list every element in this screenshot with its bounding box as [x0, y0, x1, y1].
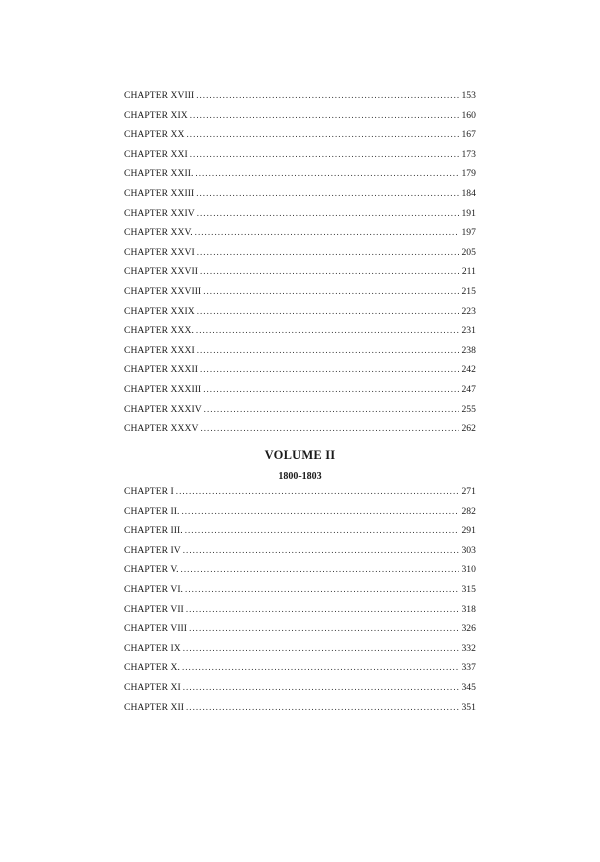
toc-entry-title: CHAPTER XXI — [124, 148, 188, 160]
toc-entry-page: 315 — [461, 583, 476, 595]
toc-entry-title: CHAPTER V. — [124, 564, 179, 576]
toc-entry-title: CHAPTER XXX. — [124, 325, 194, 337]
toc-entry-page: 282 — [461, 505, 476, 517]
toc-entry-title: CHAPTER VIII — [124, 623, 188, 635]
dot-leader — [195, 168, 459, 179]
toc-entry-page: 310 — [461, 564, 476, 576]
dot-leader — [186, 604, 460, 615]
dot-leader — [181, 506, 459, 517]
toc-entry — [124, 604, 476, 624]
toc-entry-page: 351 — [461, 701, 476, 713]
toc-entry-page: 262 — [461, 423, 476, 435]
toc-entry — [124, 662, 476, 682]
dot-leader — [186, 129, 459, 140]
toc-entry-page: 326 — [461, 623, 476, 635]
toc-entry-title: CHAPTER XXVI — [124, 246, 195, 258]
toc-entry-page: 332 — [461, 642, 476, 654]
toc-entry-title: CHAPTER XXXIV — [124, 403, 202, 415]
toc-entry — [124, 506, 476, 526]
toc-entry-title: CHAPTER XXVII — [124, 266, 198, 278]
toc-entry-page: 211 — [461, 266, 476, 278]
toc-entry-title: CHAPTER XIX — [124, 109, 188, 121]
dot-leader — [189, 623, 459, 634]
toc-entry-page: 179 — [461, 168, 476, 180]
toc-entry — [124, 149, 476, 169]
toc-entry-page: 238 — [461, 344, 476, 356]
toc-entry-page: 318 — [461, 603, 476, 615]
dot-leader — [183, 545, 460, 556]
toc-entry-title: CHAPTER VI. — [124, 583, 184, 595]
toc-entry-page: 223 — [461, 305, 476, 317]
dot-leader — [185, 584, 459, 595]
dot-leader — [200, 266, 460, 277]
toc-entry-page: 303 — [461, 544, 476, 556]
dot-leader — [190, 110, 460, 121]
toc-entry — [124, 90, 476, 110]
toc-entry-title: CHAPTER XXVIII — [124, 285, 202, 297]
toc-entry-title: CHAPTER XXII. — [124, 168, 194, 180]
toc-entry-page: 153 — [461, 90, 476, 101]
toc-entry-title: CHAPTER XXXI — [124, 344, 195, 356]
dot-leader — [183, 682, 460, 693]
toc-list-volume-one — [124, 90, 476, 443]
toc-entry — [124, 325, 476, 345]
dot-leader — [190, 149, 460, 160]
toc-entry-title: CHAPTER VII — [124, 603, 184, 615]
toc-entry-page: 255 — [461, 403, 476, 415]
toc-entry — [124, 208, 476, 228]
toc-entry — [124, 404, 476, 424]
toc-entry — [124, 345, 476, 365]
toc-entry — [124, 545, 476, 565]
dot-leader — [203, 286, 459, 297]
dot-leader — [197, 345, 460, 356]
volume-years: 1800-1803 — [278, 471, 322, 482]
toc-entry-page: 247 — [461, 383, 476, 395]
toc-entry-title: CHAPTER XXXV — [124, 423, 199, 435]
toc-entry-page: 167 — [461, 129, 476, 141]
toc-entry-page: 184 — [461, 187, 476, 199]
toc-entry — [124, 266, 476, 286]
toc-entry — [124, 129, 476, 149]
toc-entry-title: CHAPTER III. — [124, 525, 183, 537]
toc-entry-page: 173 — [461, 148, 476, 160]
toc-entry — [124, 682, 476, 702]
toc-entry — [124, 286, 476, 306]
toc-entry-title: CHAPTER II. — [124, 505, 180, 517]
toc-entry — [124, 384, 476, 404]
dot-leader — [197, 306, 460, 317]
toc-entry — [124, 643, 476, 663]
toc-entry — [124, 364, 476, 384]
dot-leader — [195, 227, 460, 238]
toc-entry-title: CHAPTER XXXIII — [124, 383, 202, 395]
dot-leader — [200, 423, 459, 434]
toc-entry-page: 197 — [461, 227, 476, 239]
toc-entry-title: CHAPTER I — [124, 486, 174, 497]
dot-leader — [204, 404, 460, 415]
volume-title: VOLUME II — [264, 448, 336, 462]
toc-entry — [124, 486, 476, 506]
toc-entry — [124, 564, 476, 584]
dot-leader — [203, 384, 459, 395]
toc-entry-title: CHAPTER IX — [124, 642, 181, 654]
dot-leader — [196, 90, 459, 101]
toc-entry — [124, 188, 476, 208]
dot-leader — [196, 325, 460, 336]
toc-entry-title: CHAPTER XXV. — [124, 227, 193, 239]
toc-entry-title: CHAPTER IV — [124, 544, 181, 556]
dot-leader — [182, 662, 460, 673]
dot-leader — [186, 702, 459, 713]
toc-entry — [124, 702, 476, 722]
toc-entry-page: 160 — [461, 109, 476, 121]
toc-entry-page: 291 — [461, 525, 476, 537]
dot-leader — [183, 643, 460, 654]
dot-leader — [185, 525, 460, 536]
toc-entry-title: CHAPTER XX — [124, 129, 185, 141]
toc-entry-page: 337 — [461, 662, 476, 674]
toc-entry-page: 271 — [461, 486, 476, 497]
dot-leader — [200, 364, 460, 375]
toc-entry-title: CHAPTER XVIII — [124, 90, 195, 101]
toc-entry — [124, 227, 476, 247]
dot-leader — [176, 486, 460, 497]
toc-entry-title: CHAPTER XI — [124, 681, 181, 693]
toc-entry-title: CHAPTER XII — [124, 701, 184, 713]
toc-entry-page: 231 — [461, 325, 476, 337]
toc-entry — [124, 525, 476, 545]
toc-entry — [124, 584, 476, 604]
dot-leader — [181, 564, 460, 575]
toc-entry-title: CHAPTER XXIX — [124, 305, 195, 317]
toc-entry — [124, 423, 476, 443]
dot-leader — [197, 208, 460, 219]
toc-entry-title: CHAPTER X. — [124, 662, 180, 674]
toc-entry — [124, 306, 476, 326]
toc-entry-title: CHAPTER XXIV — [124, 207, 195, 219]
toc-list-volume-two — [124, 486, 476, 721]
dot-leader — [196, 188, 459, 199]
toc-entry — [124, 110, 476, 130]
toc-entry-page: 191 — [461, 207, 476, 219]
toc-entry — [124, 623, 476, 643]
toc-entry — [124, 247, 476, 267]
toc-entry-page: 215 — [461, 285, 476, 297]
toc-entry-title: CHAPTER XXIII — [124, 187, 195, 199]
dot-leader — [197, 247, 460, 258]
toc-entry — [124, 168, 476, 188]
toc-entry-title: CHAPTER XXXII — [124, 364, 198, 376]
toc-entry-page: 345 — [461, 681, 476, 693]
toc-entry-page: 242 — [461, 364, 476, 376]
toc-entry-page: 205 — [461, 246, 476, 258]
